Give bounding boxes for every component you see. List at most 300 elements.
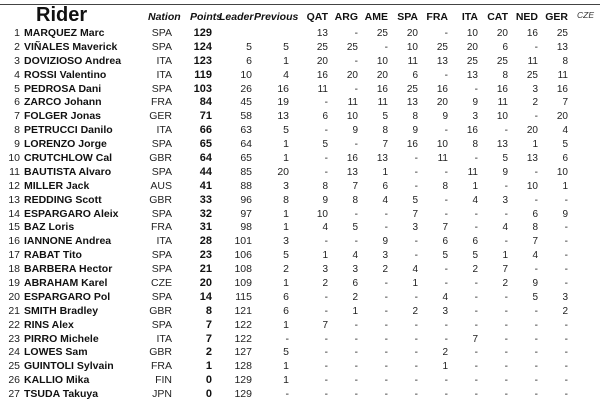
gap-to-leader: 129 bbox=[234, 388, 252, 401]
rider-nation: SPA bbox=[151, 165, 172, 178]
race-result-ned: - bbox=[534, 375, 538, 387]
table-header bbox=[0, 5, 600, 25]
race-result-qat: 11 bbox=[317, 83, 328, 95]
rider-nation: GBR bbox=[149, 152, 172, 165]
race-result-qat: - bbox=[324, 125, 328, 137]
rider-points: 124 bbox=[193, 40, 212, 53]
rider-points: 31 bbox=[199, 221, 212, 234]
race-result-ame: 4 bbox=[382, 194, 388, 206]
race-result-ned: - bbox=[534, 319, 538, 331]
race-result-cat: 8 bbox=[502, 69, 508, 81]
race-result-arg: 8 bbox=[352, 194, 358, 206]
gap-to-leader: 121 bbox=[234, 304, 252, 317]
race-result-ned: 6 bbox=[532, 208, 538, 220]
race-result-fra: 6 bbox=[442, 236, 448, 248]
header-previous: Previous bbox=[254, 11, 299, 23]
rider-nation: SPA bbox=[151, 263, 172, 276]
header-race-ger: GER bbox=[545, 11, 568, 23]
race-result-ned: - bbox=[534, 41, 538, 53]
race-result-fra: - bbox=[444, 375, 448, 387]
race-result-cat: 25 bbox=[496, 55, 508, 67]
race-result-spa: 20 bbox=[406, 28, 418, 39]
race-result-ned: - bbox=[534, 361, 538, 373]
rider-position: 21 bbox=[8, 304, 20, 317]
table-row bbox=[0, 27, 600, 41]
gap-to-previous: 1 bbox=[283, 221, 289, 234]
race-result-ita: 6 bbox=[472, 236, 478, 248]
rider-name: VIÑALES Maverick bbox=[24, 40, 118, 53]
gap-to-leader: 101 bbox=[234, 235, 252, 248]
rider-points: 1 bbox=[205, 360, 212, 373]
race-result-cat: 7 bbox=[502, 264, 508, 276]
race-result-ger: - bbox=[564, 264, 568, 276]
race-result-ned: 16 bbox=[526, 28, 538, 39]
rider-points: 66 bbox=[199, 124, 212, 137]
gap-to-leader: 88 bbox=[240, 179, 252, 192]
race-result-ned: 1 bbox=[532, 139, 538, 151]
rider-points: 129 bbox=[193, 27, 212, 39]
table-row bbox=[0, 55, 600, 69]
race-result-arg: - bbox=[354, 319, 358, 331]
gap-to-previous: 1 bbox=[283, 152, 289, 165]
race-result-cat: - bbox=[504, 208, 508, 220]
race-result-cat: - bbox=[504, 375, 508, 387]
race-result-ame: 3 bbox=[382, 250, 388, 262]
rider-points: 2 bbox=[205, 346, 212, 359]
race-result-cat: - bbox=[504, 333, 508, 345]
race-result-cat: 6 bbox=[502, 41, 508, 53]
race-result-qat: 8 bbox=[322, 180, 328, 192]
gap-to-leader: 65 bbox=[240, 152, 252, 165]
header-race-cze: CZE bbox=[577, 10, 594, 20]
race-result-ned: - bbox=[534, 166, 538, 178]
rider-name: BARBERA Hector bbox=[24, 263, 113, 276]
race-result-ger: 10 bbox=[556, 166, 568, 178]
race-result-qat: - bbox=[324, 166, 328, 178]
rider-position: 18 bbox=[8, 263, 20, 276]
rider-nation: CZE bbox=[151, 277, 172, 290]
race-result-arg: 7 bbox=[352, 180, 358, 192]
rider-name: ESPARGARO Aleix bbox=[24, 207, 119, 220]
race-result-ned: 25 bbox=[526, 69, 538, 81]
gap-to-previous: 1 bbox=[283, 207, 289, 220]
rider-position: 10 bbox=[8, 152, 20, 165]
race-result-ger: 1 bbox=[562, 180, 568, 192]
gap-to-leader: 129 bbox=[234, 374, 252, 387]
race-result-arg: - bbox=[354, 139, 358, 151]
race-result-spa: - bbox=[414, 166, 418, 178]
race-result-arg: 5 bbox=[352, 222, 358, 234]
gap-to-leader: 106 bbox=[234, 249, 252, 262]
rider-name: SMITH Bradley bbox=[24, 304, 99, 317]
race-result-ger: - bbox=[564, 194, 568, 206]
race-result-ita: 9 bbox=[472, 97, 478, 109]
race-result-ita: - bbox=[474, 319, 478, 331]
race-result-ame: - bbox=[384, 305, 388, 317]
race-result-ame: 11 bbox=[377, 97, 388, 109]
race-result-cat: 13 bbox=[496, 139, 508, 151]
race-result-ame: - bbox=[384, 333, 388, 345]
race-result-ned: - bbox=[534, 389, 538, 401]
table-row bbox=[0, 41, 600, 55]
race-result-spa: 25 bbox=[406, 83, 418, 95]
gap-to-leader: 122 bbox=[234, 332, 252, 345]
rider-position: 9 bbox=[14, 138, 20, 151]
rider-name: MILLER Jack bbox=[24, 179, 90, 192]
race-result-ger: - bbox=[564, 389, 568, 401]
race-result-arg: - bbox=[354, 389, 358, 401]
race-result-cat: - bbox=[504, 180, 508, 192]
rider-points: 0 bbox=[205, 388, 212, 401]
race-result-spa: - bbox=[414, 291, 418, 303]
gap-to-leader: 122 bbox=[234, 318, 252, 331]
rider-name: DOVIZIOSO Andrea bbox=[24, 54, 122, 67]
table-row bbox=[0, 263, 600, 277]
race-result-fra: - bbox=[444, 208, 448, 220]
rider-nation: FRA bbox=[151, 360, 172, 373]
rider-points: 20 bbox=[199, 277, 212, 290]
gap-to-previous: 1 bbox=[283, 360, 289, 373]
race-result-ame: 13 bbox=[376, 153, 388, 165]
rider-points: 119 bbox=[194, 68, 212, 81]
race-result-ned: 8 bbox=[532, 222, 538, 234]
race-result-fra: 11 bbox=[437, 153, 448, 165]
rider-nation: ITA bbox=[156, 124, 172, 137]
race-result-ned: 10 bbox=[526, 180, 538, 192]
rider-position: 2 bbox=[14, 40, 20, 53]
rider-points: 64 bbox=[199, 152, 212, 165]
header-leader: Leader bbox=[219, 11, 254, 23]
gap-to-previous: - bbox=[285, 332, 289, 345]
race-result-ned: 13 bbox=[526, 153, 538, 165]
rider-nation: AUS bbox=[150, 179, 172, 192]
race-result-spa: - bbox=[414, 389, 418, 401]
race-result-qat: - bbox=[324, 333, 328, 345]
race-result-ger: - bbox=[564, 222, 568, 234]
rider-nation: SPA bbox=[151, 27, 172, 39]
gap-to-leader: 96 bbox=[240, 193, 252, 206]
header-race-cat: CAT bbox=[487, 11, 508, 23]
race-result-fra: - bbox=[444, 389, 448, 401]
race-result-arg: - bbox=[354, 83, 358, 95]
race-result-arg: 6 bbox=[352, 278, 358, 290]
race-result-qat: - bbox=[324, 375, 328, 387]
rider-name: CRUTCHLOW Cal bbox=[24, 152, 113, 165]
race-result-cat: - bbox=[504, 361, 508, 373]
race-result-spa: 6 bbox=[412, 69, 418, 81]
race-result-ame: 7 bbox=[382, 139, 388, 151]
race-result-spa: - bbox=[414, 236, 418, 248]
rider-name: FOLGER Jonas bbox=[24, 110, 102, 123]
gap-to-previous: 1 bbox=[283, 318, 289, 331]
table-row bbox=[0, 374, 600, 388]
race-result-qat: 7 bbox=[322, 319, 328, 331]
race-result-ita: 2 bbox=[472, 264, 478, 276]
rider-position: 7 bbox=[14, 110, 20, 123]
race-result-ame: 10 bbox=[376, 55, 388, 67]
rider-name: PEDROSA Dani bbox=[24, 82, 102, 95]
header-race-arg: ARG bbox=[334, 11, 358, 23]
gap-to-previous: 5 bbox=[283, 40, 289, 53]
race-result-spa: - bbox=[414, 250, 418, 262]
table-row bbox=[0, 124, 600, 138]
gap-to-previous: 8 bbox=[283, 193, 289, 206]
race-result-ger: - bbox=[564, 319, 568, 331]
race-result-spa: - bbox=[414, 153, 418, 165]
rider-position: 23 bbox=[8, 332, 20, 345]
rider-nation: ITA bbox=[156, 332, 172, 345]
race-result-ned: 2 bbox=[532, 97, 538, 109]
race-result-ame: - bbox=[384, 291, 388, 303]
race-result-ame: - bbox=[384, 361, 388, 373]
race-result-qat: - bbox=[324, 347, 328, 359]
race-result-qat: 25 bbox=[316, 41, 328, 53]
rider-nation: GBR bbox=[149, 346, 172, 359]
race-result-qat: - bbox=[324, 236, 328, 248]
race-result-ame: - bbox=[384, 278, 388, 290]
race-result-ned: 4 bbox=[532, 250, 538, 262]
race-result-spa: - bbox=[414, 319, 418, 331]
table-row bbox=[0, 194, 600, 208]
race-result-cat: 16 bbox=[496, 83, 508, 95]
race-result-qat: 5 bbox=[322, 139, 328, 151]
rider-name: RINS Alex bbox=[24, 318, 74, 331]
rider-position: 17 bbox=[8, 249, 20, 262]
rider-position: 4 bbox=[14, 68, 20, 81]
rider-position: 13 bbox=[8, 193, 20, 206]
rider-points: 33 bbox=[199, 193, 212, 206]
table-row bbox=[0, 221, 600, 235]
race-result-cat: - bbox=[504, 305, 508, 317]
rider-position: 15 bbox=[8, 221, 20, 234]
race-result-ger: 16 bbox=[556, 83, 568, 95]
race-result-ita: - bbox=[474, 389, 478, 401]
rider-name: MARQUEZ Marc bbox=[24, 27, 105, 39]
race-result-arg: - bbox=[354, 208, 358, 220]
table-row bbox=[0, 291, 600, 305]
rider-name: PETRUCCI Danilo bbox=[24, 124, 113, 137]
race-result-ger: - bbox=[564, 347, 568, 359]
race-result-ita: - bbox=[474, 347, 478, 359]
rider-points: 21 bbox=[199, 263, 212, 276]
gap-to-previous: 1 bbox=[283, 54, 289, 67]
rider-nation: GER bbox=[149, 110, 172, 123]
race-result-fra: 25 bbox=[436, 41, 448, 53]
race-result-fra: - bbox=[444, 194, 448, 206]
rider-name: PIRRO Michele bbox=[24, 332, 99, 345]
race-result-ned: - bbox=[534, 333, 538, 345]
race-result-ita: 7 bbox=[472, 333, 478, 345]
race-result-ger: - bbox=[564, 236, 568, 248]
race-result-fra: 8 bbox=[442, 180, 448, 192]
rider-nation: GBR bbox=[149, 193, 172, 206]
rider-nation: GBR bbox=[149, 304, 172, 317]
race-result-ger: 25 bbox=[556, 28, 568, 39]
table-row bbox=[0, 360, 600, 374]
race-result-ger: 6 bbox=[562, 153, 568, 165]
table-row bbox=[0, 166, 600, 180]
gap-to-previous: 4 bbox=[283, 68, 289, 81]
race-result-qat: - bbox=[324, 389, 328, 401]
race-result-arg: - bbox=[354, 347, 358, 359]
rider-points: 23 bbox=[199, 249, 212, 262]
race-result-spa: 16 bbox=[406, 139, 418, 151]
race-result-ita: - bbox=[474, 375, 478, 387]
rider-nation: SPA bbox=[151, 318, 172, 331]
race-result-ned: - bbox=[534, 111, 538, 123]
race-result-ita: - bbox=[474, 305, 478, 317]
race-result-spa: 10 bbox=[406, 41, 418, 53]
rider-position: 12 bbox=[8, 179, 20, 192]
race-result-ned: 9 bbox=[532, 278, 538, 290]
rider-position: 24 bbox=[8, 346, 20, 359]
race-result-ned: - bbox=[534, 347, 538, 359]
race-result-cat: 2 bbox=[502, 278, 508, 290]
gap-to-leader: 63 bbox=[240, 124, 252, 137]
gap-to-leader: 128 bbox=[234, 360, 252, 373]
rider-position: 25 bbox=[8, 360, 20, 373]
race-result-fra: 20 bbox=[436, 97, 448, 109]
rider-points: 65 bbox=[199, 138, 212, 151]
race-result-fra: 1 bbox=[442, 361, 448, 373]
rider-position: 20 bbox=[8, 290, 20, 303]
gap-to-leader: 115 bbox=[235, 290, 252, 303]
gap-to-leader: 108 bbox=[234, 263, 252, 276]
race-result-qat: 9 bbox=[322, 194, 328, 206]
race-result-ita: 5 bbox=[472, 250, 478, 262]
race-result-ger: 20 bbox=[556, 111, 568, 123]
table-row bbox=[0, 249, 600, 263]
race-result-ita: 20 bbox=[466, 41, 478, 53]
race-result-ger: - bbox=[564, 361, 568, 373]
rider-points: 7 bbox=[205, 318, 212, 331]
gap-to-previous: 5 bbox=[283, 346, 289, 359]
race-result-ita: - bbox=[474, 208, 478, 220]
race-result-spa: 13 bbox=[406, 97, 418, 109]
gap-to-previous: 2 bbox=[283, 263, 289, 276]
table-row bbox=[0, 180, 600, 194]
table-row bbox=[0, 305, 600, 319]
race-result-ame: 8 bbox=[382, 125, 388, 137]
race-result-ame: - bbox=[384, 41, 388, 53]
race-result-ita: 25 bbox=[466, 55, 478, 67]
rider-nation: SPA bbox=[151, 40, 172, 53]
race-result-ame: - bbox=[384, 389, 388, 401]
race-result-fra: 7 bbox=[442, 222, 448, 234]
table-row bbox=[0, 138, 600, 152]
race-result-fra: - bbox=[444, 333, 448, 345]
rider-points: 32 bbox=[199, 207, 212, 220]
race-result-ger: 8 bbox=[562, 55, 568, 67]
race-result-spa: 3 bbox=[412, 222, 418, 234]
race-result-ame: - bbox=[384, 319, 388, 331]
rider-nation: SPA bbox=[151, 249, 172, 262]
race-result-fra: - bbox=[444, 166, 448, 178]
race-result-ita: 13 bbox=[466, 69, 478, 81]
race-result-qat: - bbox=[324, 97, 328, 109]
race-result-ita: - bbox=[474, 361, 478, 373]
race-result-spa: 2 bbox=[412, 305, 418, 317]
rider-position: 11 bbox=[9, 165, 20, 178]
rider-points: 103 bbox=[193, 82, 212, 95]
race-result-ame: 2 bbox=[382, 264, 388, 276]
race-result-arg: 16 bbox=[346, 153, 358, 165]
race-result-qat: 6 bbox=[322, 111, 328, 123]
gap-to-leader: 45 bbox=[240, 96, 252, 109]
rider-points: 8 bbox=[205, 304, 212, 317]
race-result-arg: - bbox=[354, 236, 358, 248]
race-result-ger: 13 bbox=[556, 41, 568, 53]
gap-to-leader: 127 bbox=[234, 346, 252, 359]
rider-nation: FRA bbox=[151, 96, 172, 109]
rider-nation: SPA bbox=[151, 207, 172, 220]
race-result-cat: - bbox=[504, 236, 508, 248]
table-row bbox=[0, 69, 600, 83]
rider-points: 123 bbox=[193, 54, 212, 67]
table-row bbox=[0, 152, 600, 166]
rider-position: 1 bbox=[14, 27, 20, 39]
race-result-spa: - bbox=[414, 347, 418, 359]
race-result-ger: - bbox=[564, 250, 568, 262]
race-result-ita: 1 bbox=[472, 180, 478, 192]
gap-to-previous: 1 bbox=[283, 277, 289, 290]
gap-to-leader: 6 bbox=[246, 54, 252, 67]
rider-position: 22 bbox=[8, 318, 20, 331]
race-result-fra: - bbox=[444, 28, 448, 39]
race-result-qat: - bbox=[324, 153, 328, 165]
race-result-ita: - bbox=[474, 153, 478, 165]
race-result-qat: 2 bbox=[322, 278, 328, 290]
gap-to-leader: 5 bbox=[246, 40, 252, 53]
race-result-qat: 16 bbox=[316, 69, 328, 81]
rider-name: ZARCO Johann bbox=[24, 96, 102, 109]
gap-to-leader: 10 bbox=[240, 68, 252, 81]
race-result-cat: 9 bbox=[502, 166, 508, 178]
rider-nation: SPA bbox=[151, 138, 172, 151]
race-result-cat: 11 bbox=[497, 97, 508, 109]
race-result-ame: 5 bbox=[382, 111, 388, 123]
rider-position: 14 bbox=[8, 207, 20, 220]
rider-name: BAZ Loris bbox=[24, 221, 75, 234]
race-result-ame: - bbox=[384, 347, 388, 359]
race-result-fra: - bbox=[444, 278, 448, 290]
rider-points: 0 bbox=[205, 374, 212, 387]
race-result-ned: 20 bbox=[526, 125, 538, 137]
rider-points: 44 bbox=[199, 165, 212, 178]
gap-to-previous: - bbox=[285, 388, 289, 401]
race-result-cat: - bbox=[504, 125, 508, 137]
race-result-qat: 13 bbox=[316, 28, 328, 39]
race-result-spa: 4 bbox=[412, 264, 418, 276]
race-result-fra: - bbox=[444, 319, 448, 331]
gap-to-previous: 16 bbox=[277, 82, 289, 95]
race-result-fra: 3 bbox=[442, 305, 448, 317]
race-result-ger: - bbox=[564, 333, 568, 345]
race-result-fra: 5 bbox=[442, 250, 448, 262]
race-result-cat: 20 bbox=[496, 28, 508, 39]
race-result-spa: - bbox=[414, 361, 418, 373]
race-result-qat: 20 bbox=[316, 55, 328, 67]
header-race-ame: AME bbox=[364, 11, 388, 23]
header-race-ned: NED bbox=[515, 11, 538, 23]
gap-to-previous: 6 bbox=[283, 304, 289, 317]
gap-to-previous: 19 bbox=[277, 96, 289, 109]
race-result-cat: - bbox=[504, 291, 508, 303]
race-result-ned: 3 bbox=[532, 83, 538, 95]
race-result-arg: 25 bbox=[346, 41, 358, 53]
rider-name: KALLIO Mika bbox=[24, 374, 90, 387]
header-race-ita: ITA bbox=[461, 11, 478, 23]
